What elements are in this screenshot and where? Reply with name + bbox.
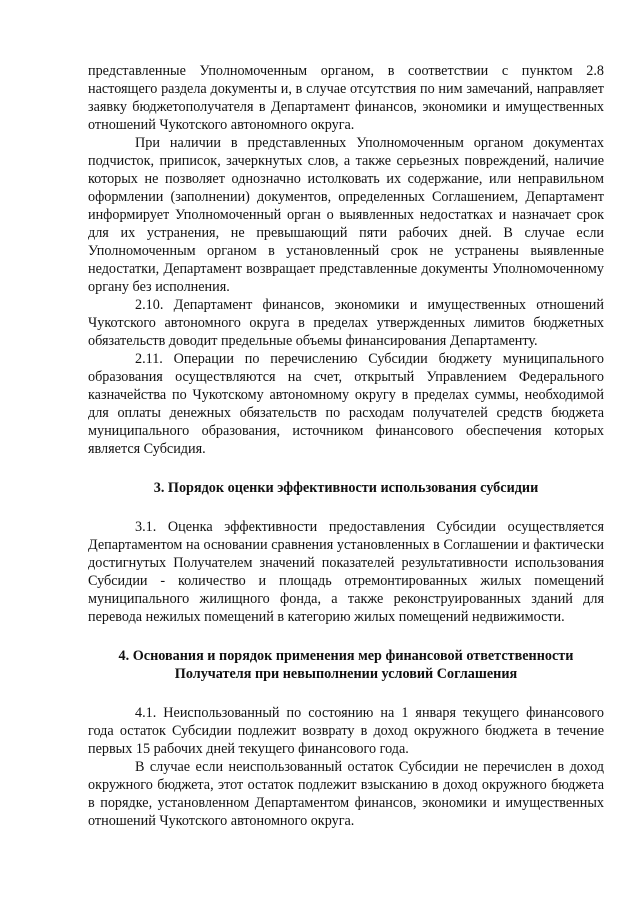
paragraph-2-11: 2.11. Операции по перечислению Субсидии бюджету муниципального образования осуществляются на счет, открытый Управлением Федерального казначейства по Чукотскому автономному округу в пределах суммы, необходимой для оплаты денежных обязательств по расходам получателей средств бюджета муниципального образования, источником финансового обеспечения которых является Субсидия. bbox=[88, 351, 604, 457]
section-4-heading-line-1: 4. Основания и порядок применения мер финансовой ответственности bbox=[118, 648, 574, 664]
section-4-heading-line-2: Получателя при невыполнении условий Соглашения bbox=[174, 666, 518, 682]
paragraph-3-1: 3.1. Оценка эффективности предоставления Субсидии осуществляется Департаментом на основании сравнения установленных в Соглашении и фактически достигнутых Получателем значений показателей результативности использования Субсидии - количество и площадь отремонтированных жилых помещений муниципального жилищного фонда, а также реконструированных зданий для перевода нежилых помещений в категорию жилых помещений недвижимости. bbox=[88, 519, 604, 625]
section-4-heading bbox=[88, 647, 604, 683]
paragraph-corrections: При наличии в представленных Уполномоченным органом документах подчисток, приписок, зачеркнутых слов, а также серьезных повреждений, наличие которых не позволяет однозначно истолковать их содержание, или неправильном оформлении (заполнении) документов, определенных Соглашением, Департамент информирует Уполномоченный орган о выявленных недостатках и назначает срок для их устранения, не превышающий пяти рабочих дней. В случае если Уполномоченным органом в установленный срок не устранены выявленные недостатки, Департамент возвращает представленные документы Уполномоченному органу без исполнения. bbox=[88, 135, 604, 295]
paragraph-4-1: 4.1. Неиспользованный по состоянию на 1 января текущего финансового года остаток Субсидии подлежит возврату в доход окружного бюджета в течение первых 15 рабочих дней текущего финансового года. bbox=[88, 705, 604, 757]
paragraph-continuation: представленные Уполномоченным органом, в соответствии с пунктом 2.8 настоящего раздела документы и, в случае отсутствия по ним замечаний, направляет заявку бюджетополучателя в Департамент финансов, экономики и имущественных отношений Чукотского автономного округа. bbox=[88, 63, 604, 133]
document-page bbox=[88, 62, 604, 830]
paragraph-2-10: 2.10. Департамент финансов, экономики и имущественных отношений Чукотского автономного округа в пределах утвержденных лимитов бюджетных обязательств доводит предельные объемы финансирования Департаменту. bbox=[88, 297, 604, 349]
section-3-heading: 3. Порядок оценки эффективности использования субсидии bbox=[153, 480, 539, 496]
paragraph-4-1-b: В случае если неиспользованный остаток Субсидии не перечислен в доход окружного бюджета, этот остаток подлежит взысканию в доход окружного бюджета в порядке, установленном Департаментом финансов, экономики и имущественных отношений Чукотского автономного округа. bbox=[88, 759, 604, 829]
